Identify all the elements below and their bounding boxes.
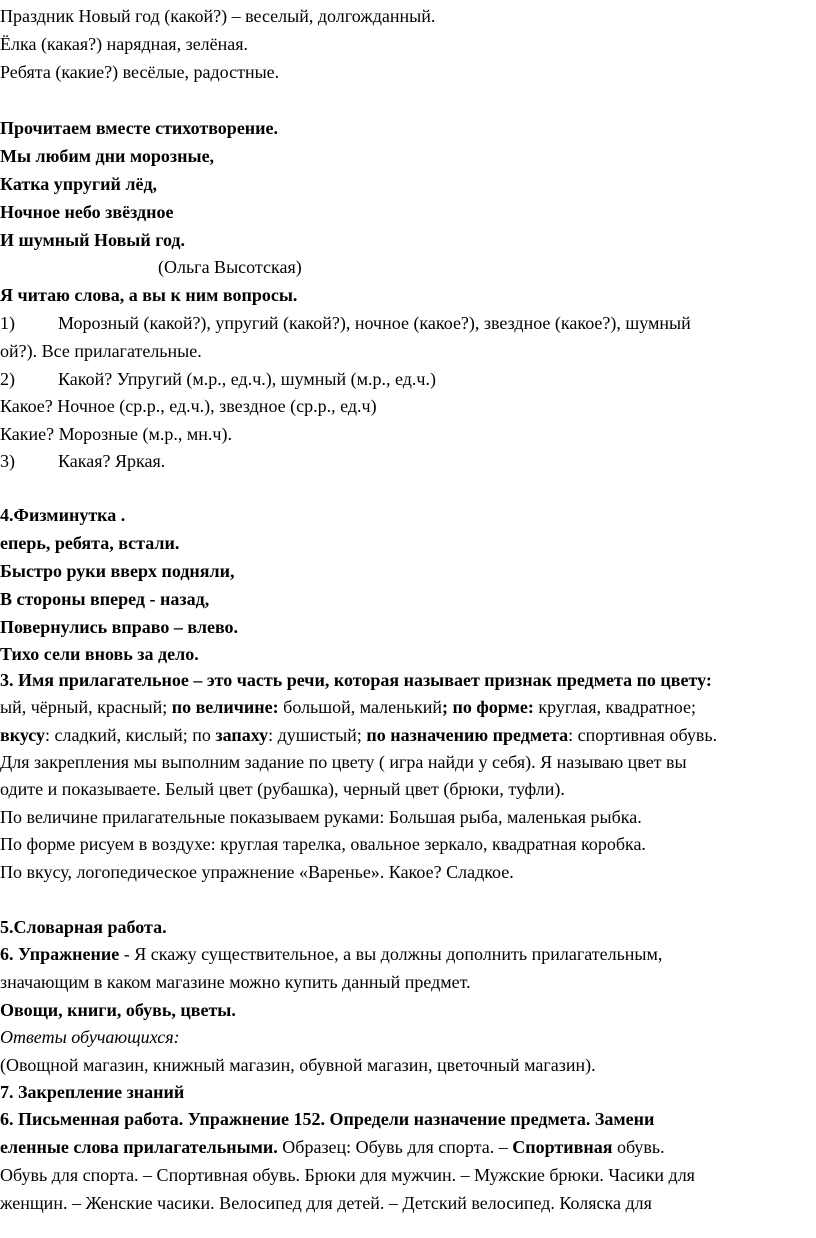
- consolidation-task: еленные слова прилагательными.: [0, 1137, 278, 1157]
- intro-line-2: Ёлка (какая?) нарядная, зелёная.: [0, 34, 249, 54]
- question-text-1-cont: ой?). Все прилагательные.: [0, 341, 202, 361]
- theory-purpose-label: по назначению предмета: [366, 725, 569, 745]
- poem-line-2: Катка упругий лёд,: [0, 174, 158, 194]
- theory-size-label: по величине:: [171, 697, 279, 717]
- theory-shape-label: ; по форме:: [442, 697, 534, 717]
- poem-line-4: И шумный Новый год.: [0, 230, 186, 250]
- theory-shape-examples: круглая, квадратное;: [533, 697, 696, 717]
- questions-heading: Я читаю слова, а вы к ним вопросы.: [0, 285, 298, 305]
- poem-author: (Ольга Высотская): [158, 257, 302, 277]
- consolidation-line-3: Обувь для спорта. – Спортивная обувь. Брюки для мужчин. – Мужские брюки. Часики для: [0, 1165, 695, 1185]
- question-text-1: Морозный (какой?), упругий (какой?), ночное (какое?), звездное (какое?), шумный: [58, 313, 691, 333]
- fizminutka-line-3: В стороны вперед - назад,: [0, 589, 210, 609]
- theory-purpose-examples: : спортивная обувь.: [568, 725, 718, 745]
- theory-line-1: 3. Имя прилагательное – это часть речи, которая называет признак предмета по цвету:: [0, 670, 712, 690]
- poem-heading: Прочитаем вместе стихотворение.: [0, 118, 279, 138]
- vocab-exercise: [0, 941, 816, 967]
- question-text-3: Какая? Яркая.: [58, 451, 166, 471]
- consolidation-heading: 7. Закрепление знаний: [0, 1082, 185, 1102]
- question-item-1: [0, 310, 816, 336]
- theory-line-3: [0, 722, 816, 748]
- consolidation-line-4: женщин. – Женские часики. Велосипед для детей. – Детский велосипед. Коляска для: [0, 1193, 652, 1213]
- fizminutka-line-5: Тихо сели вновь за дело.: [0, 644, 199, 664]
- theory-smell-label: запаху: [215, 725, 269, 745]
- theory-line-8: По вкусу, логопедическое упражнение «Варенье». Какое? Сладкое.: [0, 862, 514, 882]
- vocab-words: Овощи, книги, обувь, цветы.: [0, 1000, 236, 1020]
- fizminutka-heading: 4.Физминутка .: [0, 505, 126, 525]
- theory-line-4: Для закрепления мы выполним задание по цвету ( игра найди у себя). Я называю цвет вы: [0, 752, 687, 772]
- question-number-3: 3): [0, 451, 15, 471]
- theory-line-5: одите и показываете. Белый цвет (рубашка), черный цвет (брюки, туфли).: [0, 779, 565, 799]
- theory-line-2: [0, 694, 816, 720]
- vocab-exercise-cont: значающим в каком магазине можно купить данный предмет.: [0, 972, 471, 992]
- consolidation-sample-answer: Спортивная: [512, 1137, 613, 1157]
- vocab-exercise-label: 6. Упражнение: [0, 944, 120, 964]
- theory-taste-examples: : сладкий, кислый; по: [45, 725, 216, 745]
- consolidation-line-1: 6. Письменная работа. Упражнение 152. Определи назначение предмета. Замени: [0, 1109, 655, 1129]
- theory-line-6: По величине прилагательные показываем руками: Большая рыба, маленькая рыбка.: [0, 807, 642, 827]
- theory-taste-label: вкусу: [0, 725, 46, 745]
- theory-colors: ый, чёрный, красный;: [0, 697, 172, 717]
- vocab-answers-label: Ответы обучающихся:: [0, 1027, 180, 1047]
- poem-line-1: Мы любим дни морозные,: [0, 146, 215, 166]
- question-item-2: [0, 366, 816, 392]
- question-text-2-cont-1: Какое? Ночное (ср.р., ед.ч.), звездное (ср.р., ед.ч): [0, 396, 377, 416]
- vocab-heading: 5.Словарная работа.: [0, 917, 167, 937]
- intro-line-1: Праздник Новый год (какой?) – веселый, долгожданный.: [0, 6, 436, 26]
- consolidation-sample-end: обувь.: [612, 1137, 665, 1157]
- fizminutka-line-4: Повернулись вправо – влево.: [0, 617, 239, 637]
- poem-line-3: Ночное небо звёздное: [0, 202, 174, 222]
- theory-size-examples: большой, маленький: [278, 697, 443, 717]
- vocab-answers: (Овощной магазин, книжный магазин, обувной магазин, цветочный магазин).: [0, 1055, 596, 1075]
- consolidation-sample: Образец: Обувь для спорта. –: [277, 1137, 513, 1157]
- question-text-2-cont-2: Какие? Морозные (м.р., мн.ч).: [0, 424, 232, 444]
- question-text-2: Какой? Упругий (м.р., ед.ч.), шумный (м.р., ед.ч.): [58, 369, 436, 389]
- question-item-3: [0, 448, 816, 474]
- question-number-2: 2): [0, 369, 15, 389]
- consolidation-line-2: [0, 1134, 816, 1160]
- fizminutka-line-1: еперь, ребята, встали.: [0, 533, 180, 553]
- theory-line-7: По форме рисуем в воздухе: круглая тарелка, овальное зеркало, квадратная коробка.: [0, 834, 646, 854]
- intro-line-3: Ребята (какие?) весёлые, радостные.: [0, 62, 280, 82]
- vocab-exercise-text: - Я скажу существительное, а вы должны дополнить прилагательным,: [119, 944, 663, 964]
- fizminutka-line-2: Быстро руки вверх подняли,: [0, 561, 235, 581]
- question-number-1: 1): [0, 313, 15, 333]
- theory-smell-examples: : душистый;: [268, 725, 367, 745]
